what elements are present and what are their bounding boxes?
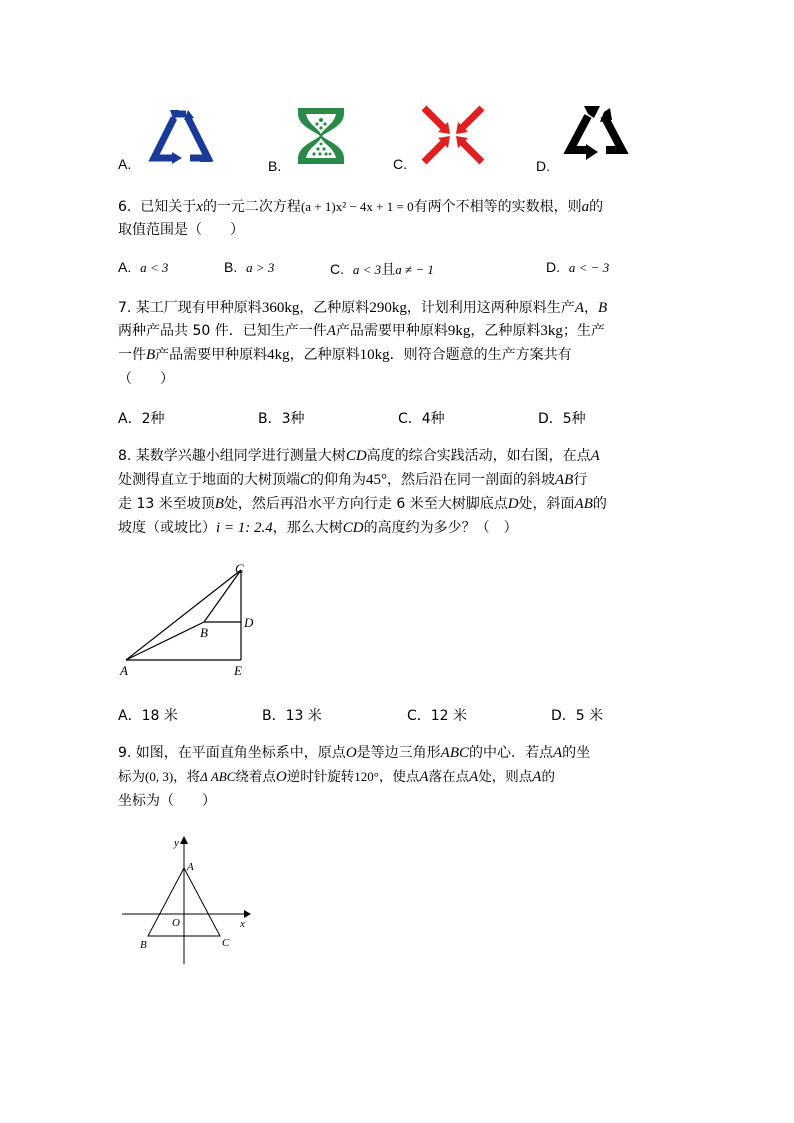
q7-text: ，乙种原料 <box>299 300 370 316</box>
q9-var: A <box>469 769 479 785</box>
point-a-label: A <box>187 861 194 873</box>
y-axis-label: y <box>174 837 179 849</box>
point-c-label: C <box>222 937 230 949</box>
q7-text: 产品需要甲种原料 <box>335 323 448 339</box>
recycle-triangle-black-icon <box>564 104 628 164</box>
q8-text: 的 <box>592 496 607 512</box>
option-math: a < 3 <box>140 260 169 275</box>
q9-text: 的中心．若点 <box>469 745 553 761</box>
q9-text: 标为 <box>118 769 145 785</box>
q6-line-1 <box>118 196 603 218</box>
q8-math: i = 1: 2.4 <box>216 520 273 536</box>
q7-text: ．则符合题意的生产方案共有 <box>389 347 572 363</box>
q8-math: 45° <box>366 472 388 488</box>
x-axis-label: x <box>240 918 245 930</box>
q7-var: A <box>574 300 584 316</box>
q7-var: B <box>146 347 156 363</box>
q8-line-3 <box>118 493 607 515</box>
q7-math: 3kg <box>540 323 563 339</box>
point-b-label: B <box>140 939 147 951</box>
q7-text: ，计划利用这两种原料生产 <box>406 300 575 316</box>
point-d-label: D <box>244 615 254 630</box>
q6-option-d[interactable] <box>546 259 609 276</box>
q7-option-c[interactable]: C．4种 <box>398 411 445 427</box>
y-axis-arrow <box>180 836 188 844</box>
q7-math: 4kg <box>267 347 290 363</box>
q9-text: 逆时针旋转 <box>286 769 355 785</box>
q7-line-2 <box>118 320 605 342</box>
x-axis-arrow <box>244 910 251 918</box>
q8-option-b[interactable]: B．13 米 <box>262 708 322 724</box>
q9-line-3: 坐标为（ ） <box>118 793 216 809</box>
q8-text: 8. 某数学兴趣小组同学进行测量大树 <box>118 448 346 464</box>
q7-option-a[interactable]: A．2种 <box>118 411 165 427</box>
q7-text: 两种产品共 50 件．已知生产一件 <box>118 323 327 339</box>
origin-label: O <box>172 917 180 929</box>
q7-line-3 <box>118 344 572 366</box>
q7-math: 10kg <box>359 347 390 363</box>
q9-text: ，将 <box>173 769 201 785</box>
point-b-label: B <box>200 625 208 640</box>
q6-text: 已知关于 <box>140 199 197 215</box>
q8-var: D <box>507 496 519 512</box>
q9-math: (0, 3) <box>145 769 174 784</box>
q9-text: 处，则点 <box>478 769 533 785</box>
q6-text: 的一元二次方程 <box>202 199 301 215</box>
option-math: a < − 3 <box>568 260 610 275</box>
q8-text: 走 13 米至坡顶 <box>118 496 215 512</box>
q9-var: ABC <box>440 745 469 761</box>
q6-equation: (a + 1)x² − 4x + 1 = 0 <box>300 199 414 214</box>
q7-line-1 <box>118 297 607 319</box>
q6-option-c[interactable] <box>330 259 434 279</box>
point-e-label: E <box>234 663 242 678</box>
q8-text: 坡度（或坡比） <box>118 520 216 536</box>
q9-text: 的 <box>541 769 555 785</box>
q9-var: A <box>553 745 563 761</box>
q8-option-d[interactable]: D．5 米 <box>551 708 604 724</box>
q7-option-b[interactable]: B．3种 <box>258 411 305 427</box>
q8-line-4 <box>118 517 518 539</box>
recycle-triangle-blue-icon <box>148 106 214 166</box>
q9-line-1 <box>118 742 590 764</box>
q8-text: 处，然后再沿水平方向行走 6 米至大树脚底点 <box>223 496 508 512</box>
q8-text: 高度的综合实践活动，如右图，在点 <box>366 448 591 464</box>
q8-line-2 <box>118 469 587 491</box>
q7-text: 7. 某工厂现有甲种原料 <box>118 300 262 316</box>
q9-text: 绕着点 <box>235 769 276 785</box>
q8-var: B <box>214 496 224 512</box>
segment-ac <box>126 570 241 660</box>
q8-var: CD <box>345 448 367 464</box>
q7-math: 360kg <box>261 300 300 316</box>
q9-text: 落在点 <box>428 769 470 785</box>
q9-text: 9. 如图，在平面直角坐标系中，原点 <box>118 745 346 761</box>
q8-text: 的仰角为 <box>310 472 367 488</box>
q6-option-b[interactable] <box>224 259 274 276</box>
q7-text: ， <box>583 300 598 316</box>
q8-text: ，那么大树 <box>272 520 343 536</box>
q9-math: 120° <box>354 769 379 784</box>
segment-bc <box>204 570 241 622</box>
q5-option-d-label[interactable]: D. <box>536 158 550 174</box>
q9-text: 的坐 <box>562 745 591 761</box>
q9-var: O <box>345 745 357 761</box>
q9-var: A <box>532 769 542 785</box>
q7-var: A <box>326 323 336 339</box>
q9-var: A <box>419 769 429 785</box>
q6-text: 有两个不相等的实数根，则 <box>413 199 582 215</box>
option-label: A. <box>118 259 132 275</box>
q7-text: ；生产 <box>562 323 605 339</box>
q7-text: ，乙种原料 <box>289 347 360 363</box>
option-label: B. <box>224 259 238 275</box>
q6-number: 6. <box>118 199 132 215</box>
option-math: a < 3 <box>352 262 382 277</box>
q9-text: ，使点 <box>378 769 420 785</box>
point-c-label: C <box>235 561 244 576</box>
q8-var: AB <box>574 496 593 512</box>
q8-var: AB <box>555 472 574 488</box>
q7-option-d[interactable]: D．5种 <box>538 411 586 427</box>
q9-line-2 <box>118 766 555 788</box>
q9-math: Δ ABC <box>200 769 236 784</box>
inward-arrows-red-icon <box>420 104 486 166</box>
q7-var: B <box>597 300 608 316</box>
q8-text: 处，斜面 <box>518 496 575 512</box>
q8-var: A <box>590 448 600 464</box>
q6-text: 的 <box>589 199 604 215</box>
q7-line-4: （ ） <box>118 371 174 387</box>
q7-text: ，乙种原料 <box>470 323 541 339</box>
q8-text: ，然后沿在同一剖面的斜坡 <box>387 472 556 488</box>
q7-math: 290kg <box>369 300 407 316</box>
hourglass-green-icon <box>294 104 348 168</box>
q7-text: 产品需要甲种原料 <box>155 347 268 363</box>
q8-var: CD <box>342 520 364 536</box>
q5-option-b-label[interactable]: B. <box>268 158 282 174</box>
q6-option-a[interactable] <box>118 259 168 276</box>
q7-math: 9kg <box>447 323 471 339</box>
q8-text: 的高度约为多少？（ ） <box>363 520 518 536</box>
point-a-label: A <box>120 663 128 678</box>
option-math: a ≠ − 1 <box>395 262 434 277</box>
q8-var: C <box>300 472 311 488</box>
q8-text: 处测得直立于地面的大树顶端 <box>118 472 300 488</box>
q8-option-a[interactable]: A．18 米 <box>118 708 178 724</box>
q6-var-x: x <box>196 199 203 215</box>
q8-option-c[interactable]: C．12 米 <box>407 708 468 724</box>
option-label: C. <box>330 261 344 277</box>
q5-option-c-label[interactable]: C. <box>393 156 407 172</box>
q5-option-a-label[interactable]: A. <box>118 156 132 172</box>
q8-line-1 <box>118 445 600 467</box>
q6-line-2: 取值范围是（ ） <box>118 222 244 238</box>
segment-ab <box>126 622 204 660</box>
q9-text: 是等边三角形 <box>356 745 441 761</box>
q6-var-a: a <box>581 199 590 215</box>
q7-text: 一件 <box>118 347 146 363</box>
option-text: 且 <box>381 262 396 278</box>
option-label: D. <box>546 259 560 275</box>
q9-var: O <box>275 769 287 785</box>
q9-figure <box>118 836 258 970</box>
q8-text: 行 <box>573 472 588 488</box>
q8-figure <box>116 558 266 682</box>
option-math: a > 3 <box>246 260 275 275</box>
